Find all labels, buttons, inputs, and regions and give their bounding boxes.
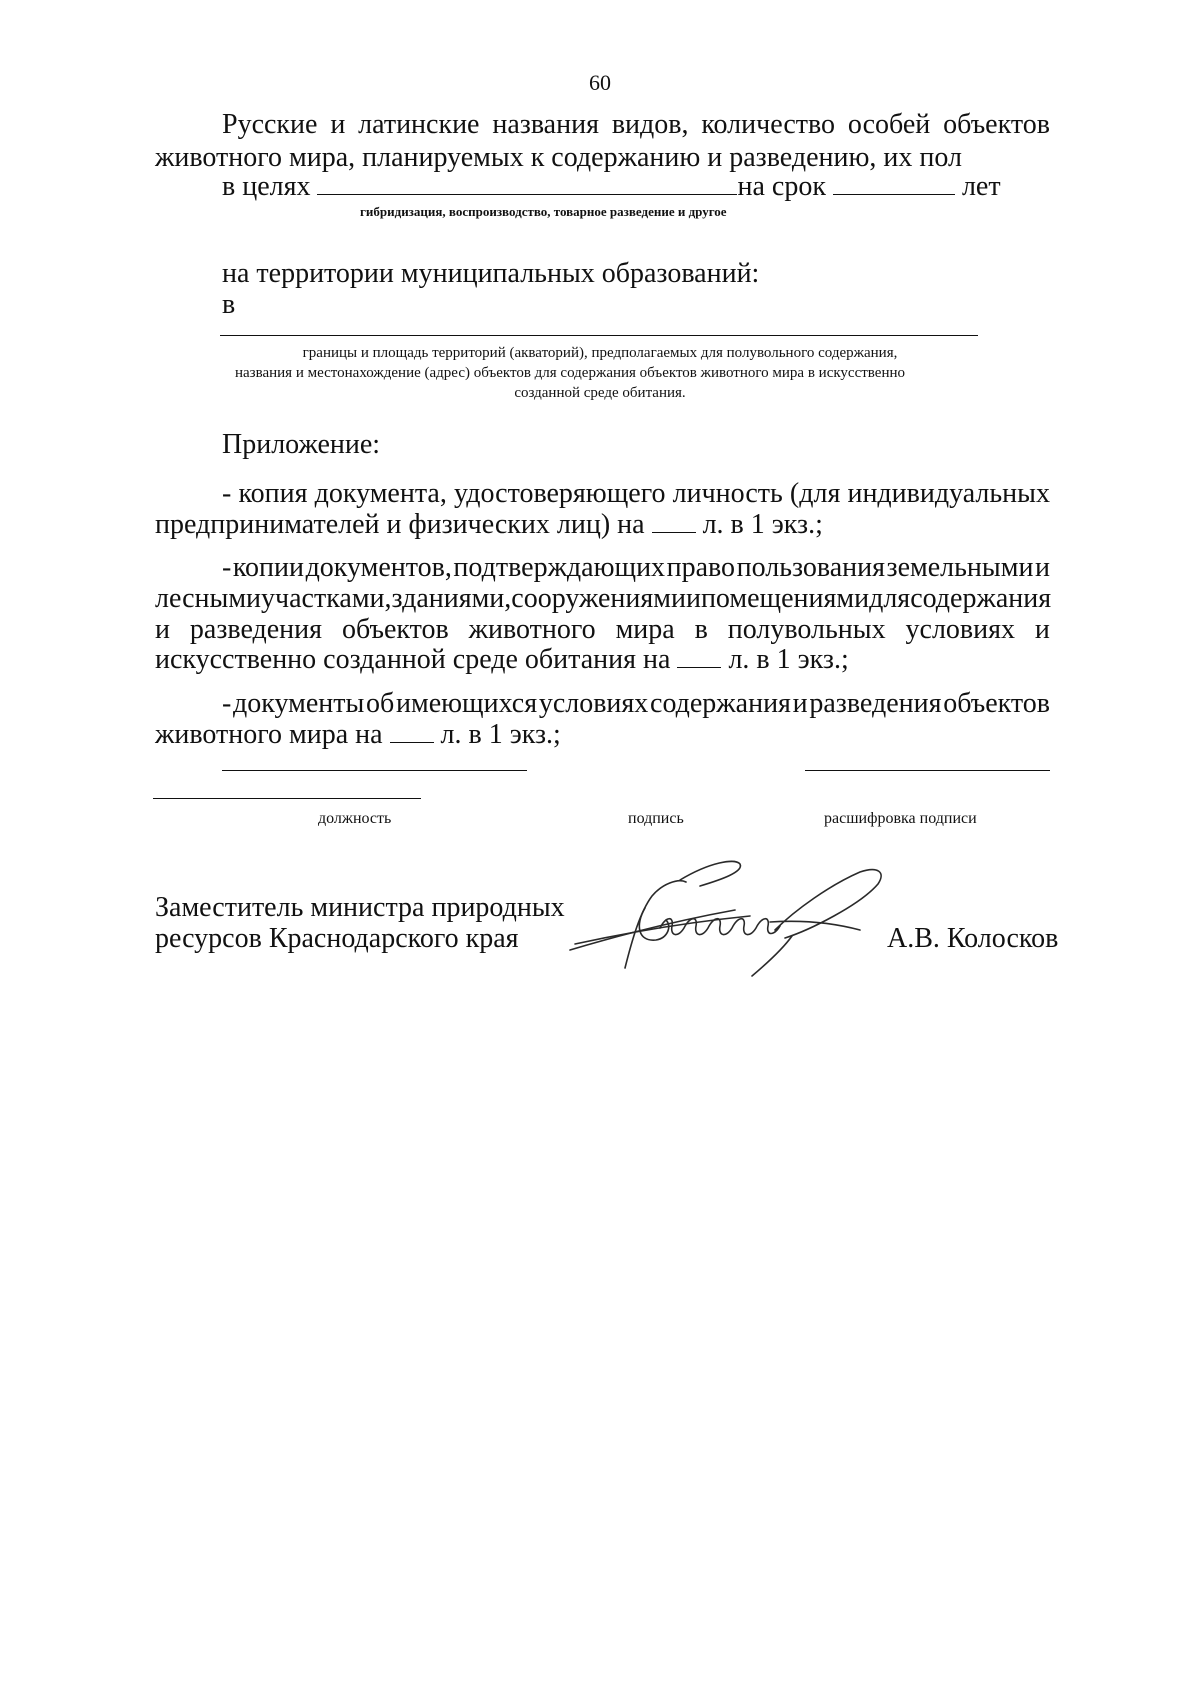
word: индивидуальных bbox=[847, 478, 1050, 509]
signature-line-position[interactable] bbox=[153, 798, 421, 799]
word: документов, bbox=[305, 552, 452, 583]
term-label: на срок bbox=[737, 171, 826, 202]
word: копии bbox=[232, 552, 305, 583]
attachment-item-3-text: животного мира на bbox=[155, 719, 383, 750]
word: сооружениями bbox=[511, 583, 686, 614]
goals-hint: гибридизация, воспроизводство, товарное разведение и другое bbox=[360, 204, 727, 219]
word: копия bbox=[238, 478, 308, 509]
attachment-item-1-pages-field[interactable] bbox=[652, 508, 696, 533]
word: для bbox=[869, 583, 911, 614]
in-goals-label: в целях bbox=[222, 171, 311, 202]
word: видов, bbox=[611, 109, 689, 140]
word: участками, bbox=[261, 583, 392, 614]
word: зданиями, bbox=[391, 583, 512, 614]
word: названия bbox=[492, 109, 599, 140]
attachment-item-2-text: искусственно созданной среде обитания на bbox=[155, 644, 671, 675]
attachment-item-3-line-1 bbox=[222, 687, 1050, 721]
word: и bbox=[1034, 552, 1050, 583]
signatory-title-line-1: Заместитель министра природных bbox=[155, 892, 565, 923]
word: объектов bbox=[943, 109, 1050, 140]
territory-blank-line[interactable] bbox=[220, 335, 978, 336]
word: пользования bbox=[736, 552, 885, 583]
attachment-item-2-line-1 bbox=[222, 551, 1050, 585]
word: и bbox=[1034, 614, 1050, 645]
attachment-item-1-text: предпринимателей и физических лиц) на bbox=[155, 509, 645, 540]
attachment-item-3-line-2 bbox=[155, 718, 561, 752]
attachment-item-1-tail: л. в 1 экз.; bbox=[702, 509, 823, 540]
word: содержания bbox=[650, 688, 791, 719]
word: разведения bbox=[809, 688, 942, 719]
signatory-name: А.В. Колосков bbox=[887, 923, 1059, 954]
species-line-2: животного мира, планируемых к содержанию и разведению, их пол bbox=[155, 142, 962, 173]
signature-line-top-left[interactable] bbox=[222, 770, 527, 771]
years-label: лет bbox=[961, 171, 1001, 202]
word: лесными bbox=[155, 583, 262, 614]
word: - bbox=[222, 688, 232, 719]
territory-hint-1: границы и площадь территорий (акваторий), предполагаемых для полувольного содержания, bbox=[302, 345, 898, 361]
word: помещениями bbox=[700, 583, 870, 614]
signature-label: подпись bbox=[628, 810, 684, 827]
attachment-item-3-pages-field[interactable] bbox=[390, 718, 434, 743]
word: количество bbox=[701, 109, 836, 140]
word: и bbox=[155, 614, 170, 645]
attachment-item-1-line-1 bbox=[222, 477, 1050, 511]
word: объектов bbox=[341, 614, 449, 645]
word: мира bbox=[615, 614, 675, 645]
word: документа, bbox=[314, 478, 447, 509]
handwritten-signature bbox=[560, 850, 910, 980]
word: и bbox=[685, 583, 701, 614]
goals-blank-field[interactable] bbox=[317, 170, 737, 195]
word: земельными bbox=[886, 552, 1034, 583]
attachment-item-2-tail: л. в 1 экз.; bbox=[728, 644, 849, 675]
species-line-1 bbox=[222, 108, 1050, 142]
territory-hint-3: созданной среде обитания. bbox=[514, 385, 686, 401]
territory-heading: на территории муниципальных образований: bbox=[222, 258, 760, 289]
attachment-item-1-line-2 bbox=[155, 508, 823, 542]
word: - bbox=[222, 552, 232, 583]
word: латинские bbox=[358, 109, 480, 140]
word: и bbox=[792, 688, 808, 719]
term-blank-field[interactable] bbox=[833, 170, 955, 195]
word: удостоверяющего bbox=[453, 478, 666, 509]
word: (для bbox=[789, 478, 841, 509]
word: полувольных bbox=[727, 614, 886, 645]
attachment-item-3-tail: л. в 1 экз.; bbox=[440, 719, 561, 750]
position-label: должность bbox=[318, 810, 392, 827]
attachment-item-2-line-3 bbox=[155, 613, 1050, 647]
signature-line-top-right[interactable] bbox=[805, 770, 1050, 771]
word: содержания bbox=[910, 583, 1052, 614]
territory-hint-2: названия и местонахождение (адрес) объектов для содержания объектов животного мира в искусственно bbox=[234, 365, 906, 381]
word: условиях bbox=[538, 688, 649, 719]
word: объектов bbox=[943, 688, 1050, 719]
word: имеющихся bbox=[396, 688, 538, 719]
word: в bbox=[694, 614, 708, 645]
signatory-title-line-2: ресурсов Краснодарского края bbox=[155, 923, 519, 954]
attachment-item-2-line-2 bbox=[155, 582, 1050, 616]
word: условиях bbox=[905, 614, 1015, 645]
word: Русские bbox=[222, 109, 318, 140]
attachment-heading: Приложение: bbox=[222, 429, 381, 460]
attachment-item-2-line-4 bbox=[155, 643, 849, 677]
word: разведения bbox=[189, 614, 323, 645]
word: право bbox=[666, 552, 736, 583]
word: об bbox=[366, 688, 395, 719]
page-number: 60 bbox=[589, 70, 611, 95]
attachment-item-2-pages-field[interactable] bbox=[677, 643, 721, 668]
decryption-label: расшифровка подписи bbox=[824, 810, 977, 827]
word: животного bbox=[468, 614, 596, 645]
word: особей bbox=[847, 109, 931, 140]
word: подтверждающих bbox=[453, 552, 666, 583]
word: личность bbox=[672, 478, 783, 509]
word: документы bbox=[233, 688, 365, 719]
word: - bbox=[222, 478, 232, 509]
word: и bbox=[330, 109, 346, 140]
territory-prefix: в bbox=[222, 289, 236, 320]
goals-line bbox=[222, 170, 1001, 204]
